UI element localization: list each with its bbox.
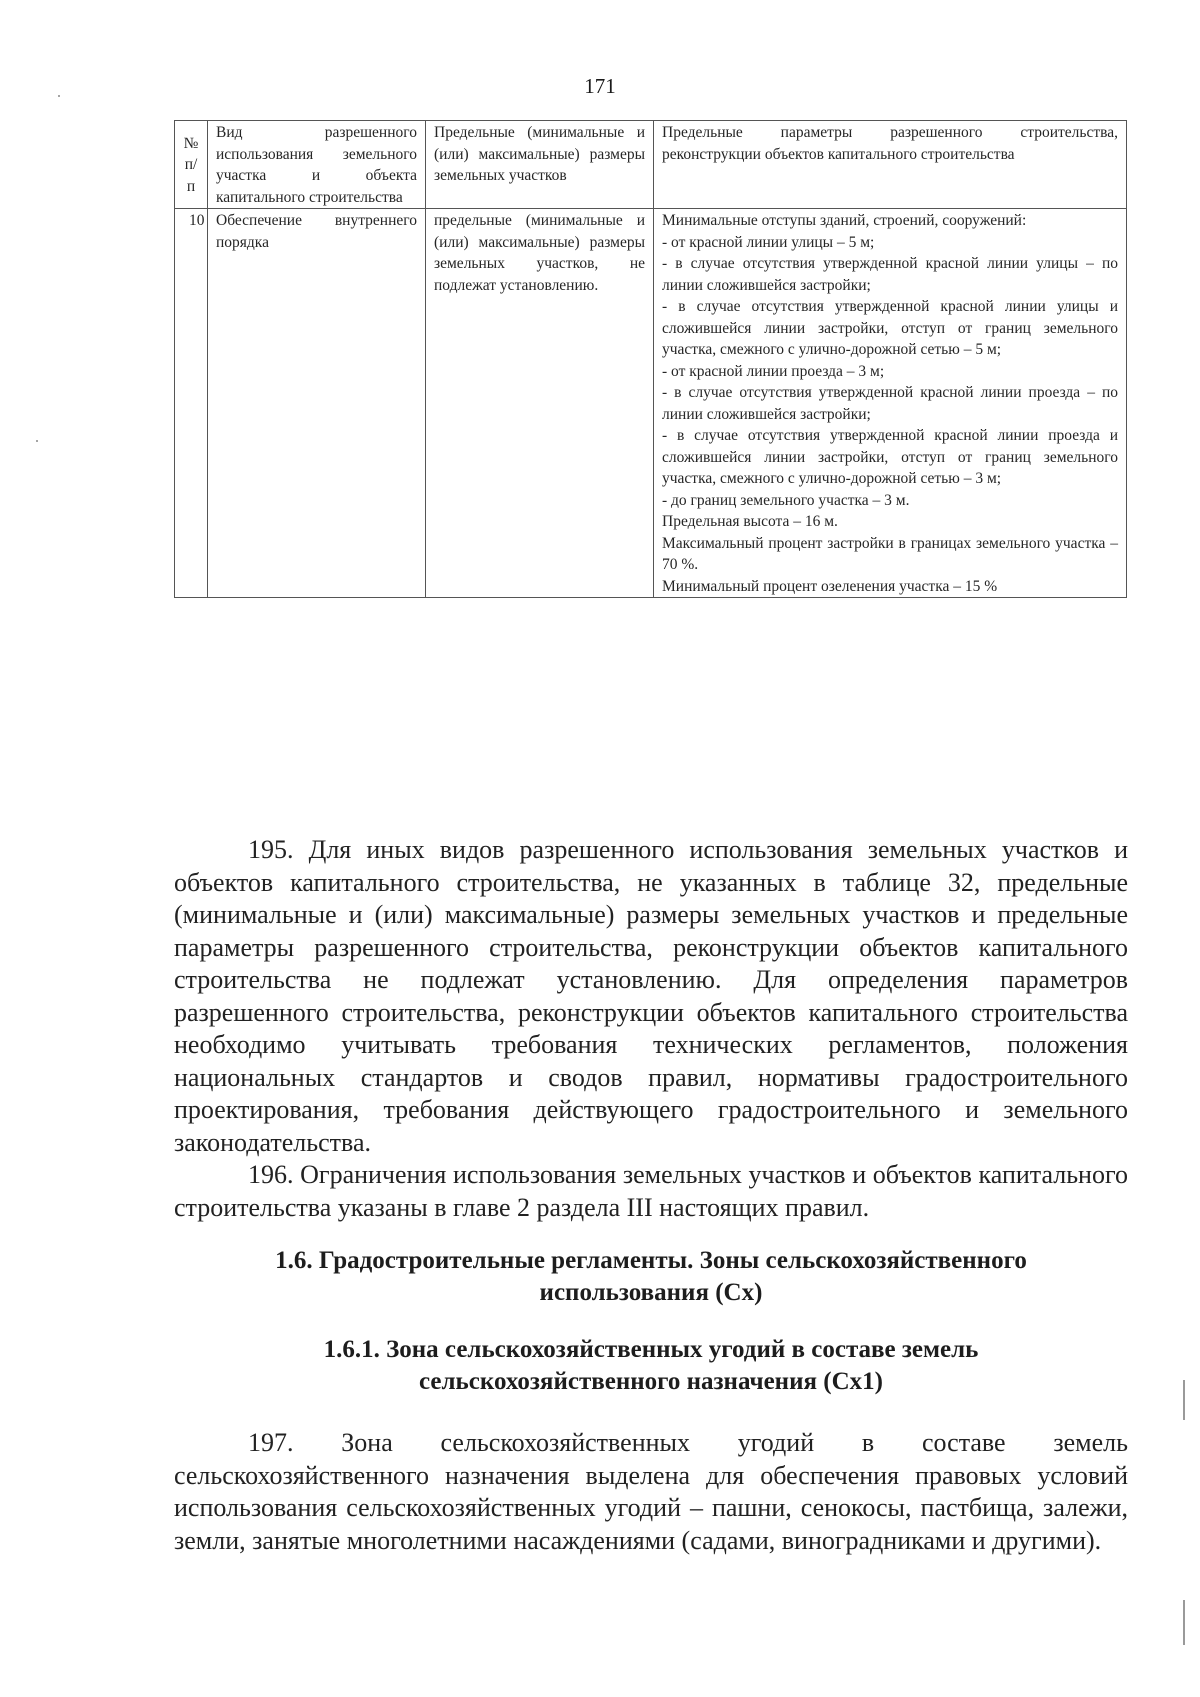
scan-edge-mark [1183,1600,1185,1645]
header-build-params: Предельные параметры разрешенного строительства, реконструкции объектов капитального строительства [654,121,1127,209]
param-line: - в случае отсутствия утвержденной красной линии улицы и сложившейся линии застройки, отступ от границ земельного участка, смежного с улично-дорожной сетью – 5 м; [662,298,1118,358]
paragraph-197: 197. Зона сельскохозяйственных угодий в составе земель сельскохозяйственного назначения выделена для обеспечения правовых условий использования сельскохозяйственных угодий – пашни, сенокосы, пастбища, залежи, земли, занятые многолетними насаждениями (садами, виноградниками и другими). [174,1428,1128,1555]
row-build-params [654,209,1127,598]
row-plot-size: предельные (минимальные и (или) максимальные) размеры земельных участков, не подлежат установлению. [426,209,654,598]
param-line: Максимальный процент застройки в границах земельного участка – 70 %. [662,534,1118,573]
regulations-table [174,120,1127,598]
param-line: - до границ земельного участка – 3 м. [662,491,910,509]
heading-line: сельскохозяйственного назначения (Сх1) [419,1368,883,1395]
scan-speck [36,440,38,442]
heading-line: использования (Сх) [539,1279,763,1306]
header-number: № п/п [175,121,208,209]
param-line: Минимальный процент озеленения участка – 15 % [662,577,998,595]
param-line: - от красной линии улицы – 5 м; [662,233,875,251]
page-number: 171 [584,74,616,98]
header-plot-size: Предельные (минимальные и (или) максимальные) размеры земельных участков [426,121,654,209]
param-line: Предельная высота – 16 м. [662,513,838,530]
row-number: 10 [175,209,208,598]
table-header-row [175,121,1127,209]
paragraph-195: 195. Для иных видов разрешенного использования земельных участков и объектов капитального строительства, не указанных в таблице 32, предельные (минимальные и (или) максимальные) размеры земельных участков и предельные параметры разрешенного строительства, реконструкции объектов капитального строительства не подлежат установлению. Для определения параметров разрешенного строительства, реконструкции объектов капитального строительства необходимо учитывать требования технических регламентов, положения национальных стандартов и сводов правил, нормативы градостроительного проектирования, требования действующего градостроительного и земельного законодательства. [174,835,1128,1157]
header-use-type: Вид разрешенного использования земельного участка и объекта капитального строительства [208,121,426,209]
param-line: - в случае отсутствия утвержденной красной линии проезда – по линии сложившейся застройки; [662,384,1118,423]
scan-edge-mark [1183,1380,1185,1420]
param-line: - в случае отсутствия утвержденной красной линии улицы – по линии сложившейся застройки; [662,255,1118,294]
param-line: - в случае отсутствия утвержденной красной линии проезда и сложившейся линии застройки, отступ от границ земельного участка, смежного с улично-дорожной сетью – 3 м; [662,427,1118,487]
scan-speck [58,95,60,97]
section-heading-1-6-1 [174,1334,1128,1398]
heading-line: 1.6.1. Зона сельскохозяйственных угодий в составе земель [323,1336,979,1363]
paragraph-block-197 [174,1427,1128,1557]
row-use-type: Обеспечение внутреннего порядка [208,209,426,598]
table-row [175,209,1127,598]
paragraph-196: 196. Ограничения использования земельных участков и объектов капитального строительства указаны в главе 2 раздела III настоящих правил. [174,1160,1128,1222]
heading-line: 1.6. Градостроительные регламенты. Зоны сельскохозяйственного [275,1247,1027,1274]
section-heading-1-6 [174,1245,1128,1309]
param-line: - от красной линии проезда – 3 м; [662,362,885,380]
param-line: Минимальные отступы зданий, строений, сооружений: [662,212,1027,229]
paragraphs-block [174,834,1128,1224]
